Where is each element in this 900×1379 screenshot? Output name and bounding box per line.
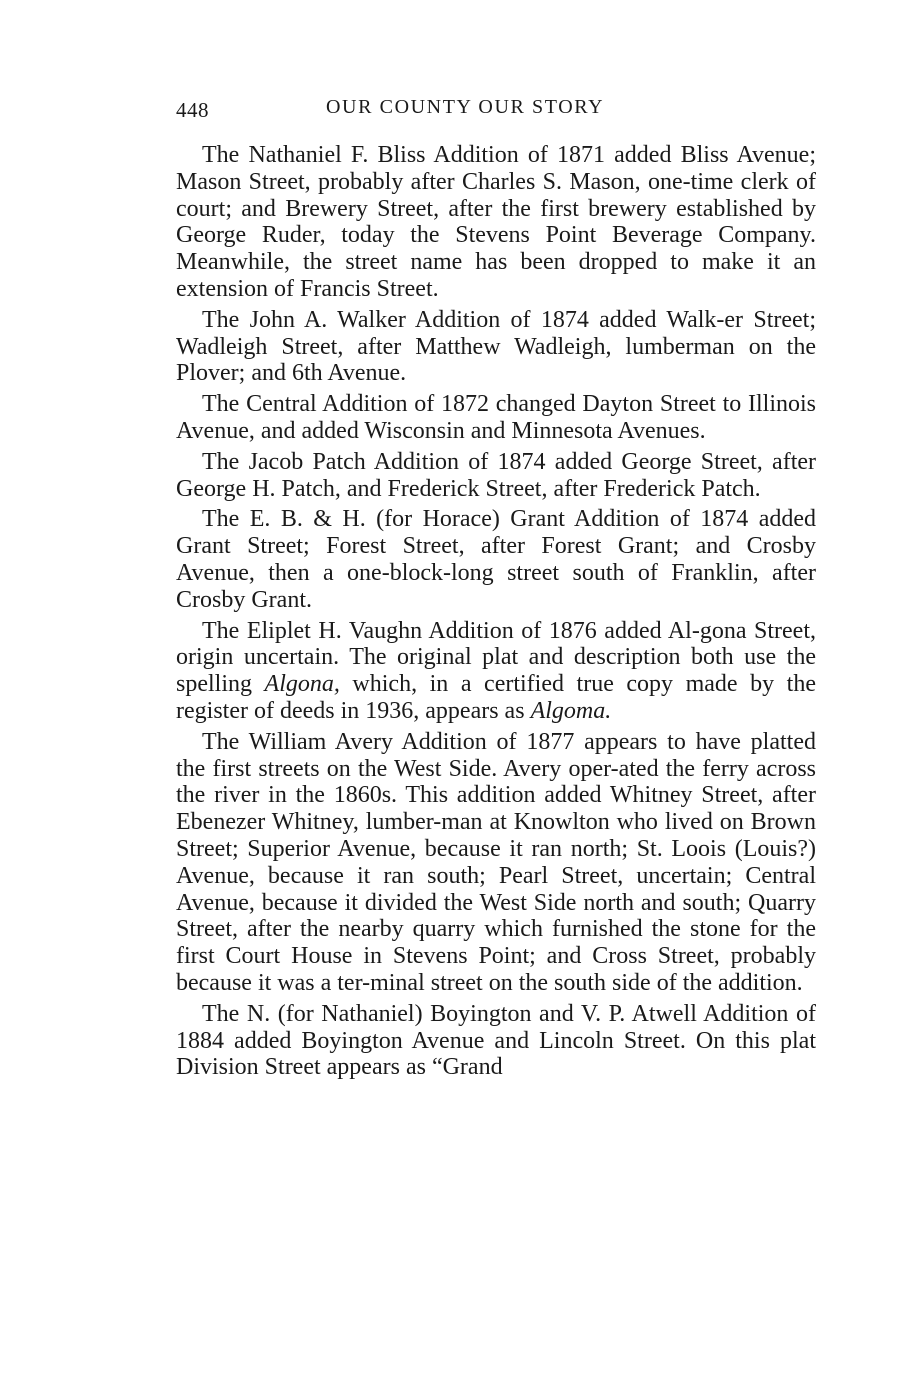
- paragraph: [176, 1001, 816, 1081]
- book-page: [176, 94, 816, 1085]
- text-run: The Central Addition of 1872 changed Dayton Street to Illinois Avenue, and added Wisconsin and Minnesota Avenues.: [176, 391, 816, 444]
- paragraph: [176, 506, 816, 613]
- italic-text: Algoma.: [530, 697, 612, 724]
- text-run: which, in a certified true copy made by the register of deeds in 1936, appears as: [176, 671, 816, 724]
- running-head: [176, 94, 816, 128]
- text-run: The John A. Walker Addition of 1874 added Walk-er Street; Wadleigh Street, after Matthew Wadleigh, lumberman on the Plover; and 6th Avenue.: [176, 306, 816, 387]
- text-run: The Eliplet H. Vaughn Addition of 1876 added Al-gona Street, origin uncertain. The original plat and description both use the spelling: [176, 617, 816, 698]
- paragraph: [176, 307, 816, 387]
- text-run: The William Avery Addition of 1877 appears to have platted the first streets on the West Side. Avery oper-ated the ferry across the river in the 1860s. This addition added Whitney Street, after Ebenezer Whitney, lumber-man at Knowlton who lived on Brown Street; Superior Avenue, because it ran north; St. Loois (Louis?) Avenue, because it ran south; Pearl Street, uncertain; Central Avenue, because it divided the West Side north and south; Quarry Street, after the nearby quarry which furnished the stone for the first Court House in Stevens Point; and Cross Street, probably because it was a ter-minal street on the south side of the addition.: [176, 728, 816, 996]
- page-number: 448: [176, 98, 209, 122]
- paragraph: [176, 391, 816, 445]
- book-title: OUR COUNTY OUR STORY: [326, 96, 605, 118]
- paragraph: [176, 618, 816, 725]
- text-run: The N. (for Nathaniel) Boyington and V. P. Atwell Addition of 1884 added Boyington Avenue and Lincoln Street. On this plat Division Street appears as “Grand: [176, 1000, 816, 1081]
- paragraph: [176, 142, 816, 303]
- paragraph: [176, 729, 816, 997]
- text-run: The Jacob Patch Addition of 1874 added George Street, after George H. Patch, and Frederick Street, after Frederick Patch.: [176, 448, 816, 502]
- text-run: The Nathaniel F. Bliss Addition of 1871 added Bliss Avenue; Mason Street, probably after Charles S. Mason, one-time clerk of court; and Brewery Street, after the first brewery established by George Ruder, today the Stevens Point Beverage Company. Meanwhile, the street name has been dropped to make it an extension of Francis Street.: [176, 142, 816, 302]
- text-run: The E. B. & H. (for Horace) Grant Addition of 1874 added Grant Street; Forest Street, after Forest Grant; and Crosby Avenue, then a one-block-long street south of Franklin, after Crosby Grant.: [176, 506, 816, 613]
- body-text: [176, 142, 816, 1081]
- paragraph: [176, 449, 816, 503]
- italic-text: Algona,: [264, 671, 340, 698]
